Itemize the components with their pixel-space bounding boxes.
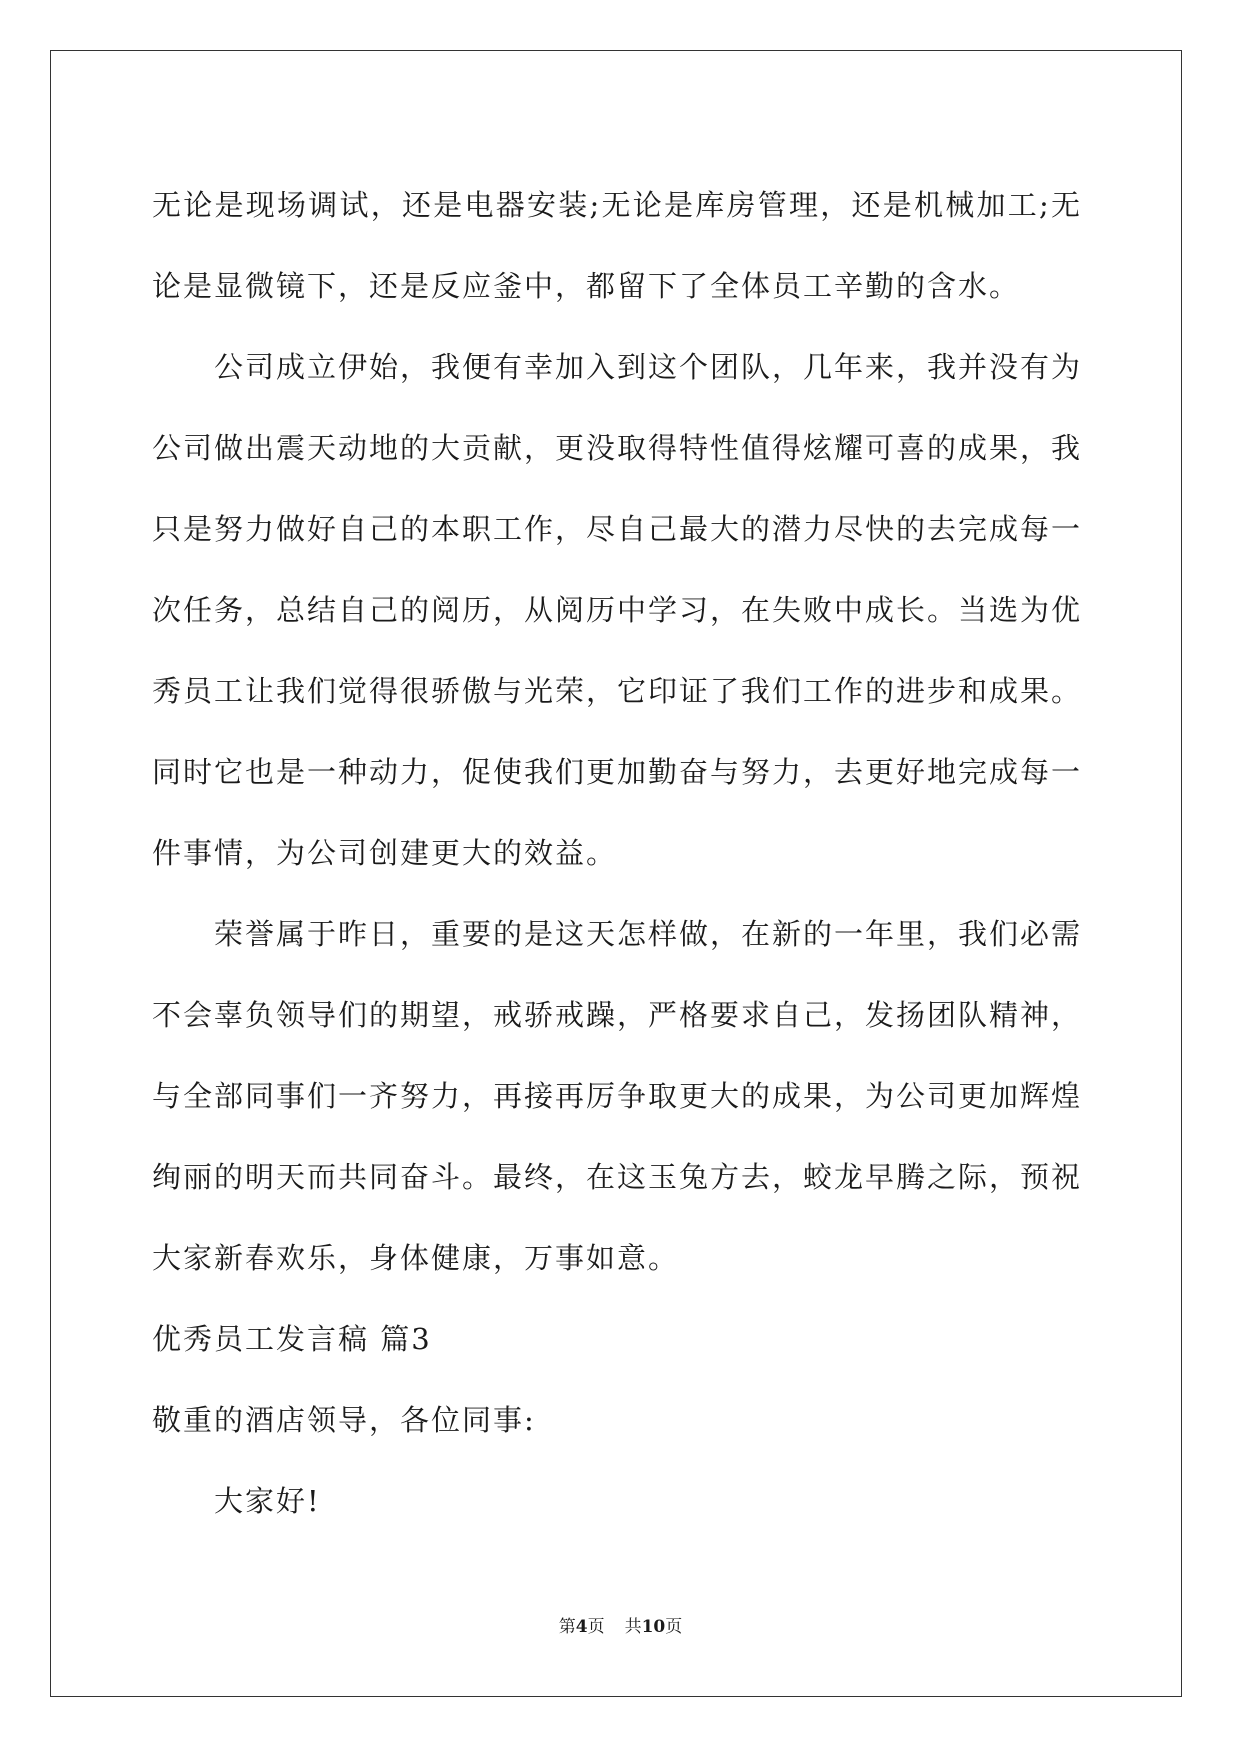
salutation: 敬重的酒店领导，各位同事: <box>152 1403 536 1437</box>
text-line: 只是努力做好自己的本职工作，尽自己最大的潜力尽快的去完成每一 <box>152 512 1083 546</box>
section-heading: 优秀员工发言稿 篇3 <box>152 1322 432 1356</box>
page-footer <box>0 1612 1241 1637</box>
page-suffix: 页 <box>587 1617 605 1637</box>
total-pages: 10 <box>641 1617 666 1637</box>
text-line: 大家新春欢乐，身体健康，万事如意。 <box>152 1241 680 1275</box>
text-line: 秀员工让我们觉得很骄傲与光荣，它印证了我们工作的进步和成果。 <box>152 674 1083 708</box>
text-line: 绚丽的明天而共同奋斗。最终，在这玉兔方去，蛟龙早腾之际，预祝 <box>152 1160 1083 1194</box>
text-line: 公司做出震天动地的大贡献，更没取得特性值得炫耀可喜的成果，我 <box>152 431 1083 465</box>
total-prefix: 共 <box>624 1617 642 1637</box>
page-prefix: 第 <box>558 1617 576 1637</box>
document-body <box>152 165 1082 1542</box>
text-line: 同时它也是一种动力，促使我们更加勤奋与努力，去更好地完成每一 <box>152 755 1083 789</box>
text-line: 论是显微镜下，还是反应釜中，都留下了全体员工辛勤的含水。 <box>152 269 1021 303</box>
text-line: 公司成立伊始，我便有幸加入到这个团队，几年来，我并没有为 <box>214 350 1083 384</box>
text-line: 无论是现场调试，还是电器安装;无论是库房管理，还是机械加工;无 <box>152 188 1082 222</box>
text-line: 荣誉属于昨日，重要的是这天怎样做，在新的一年里，我们必需 <box>214 917 1083 951</box>
greeting: 大家好! <box>214 1484 321 1518</box>
text-line: 件事情，为公司创建更大的效益。 <box>152 836 618 870</box>
text-line: 次任务，总结自己的阅历，从阅历中学习，在失败中成长。当选为优 <box>152 593 1083 627</box>
total-suffix: 页 <box>665 1617 683 1637</box>
text-line: 与全部同事们一齐努力，再接再厉争取更大的成果，为公司更加辉煌 <box>152 1079 1083 1113</box>
text-line: 不会辜负领导们的期望，戒骄戒躁，严格要求自己，发扬团队精神， <box>152 998 1083 1032</box>
page-number: 4 <box>575 1617 588 1637</box>
